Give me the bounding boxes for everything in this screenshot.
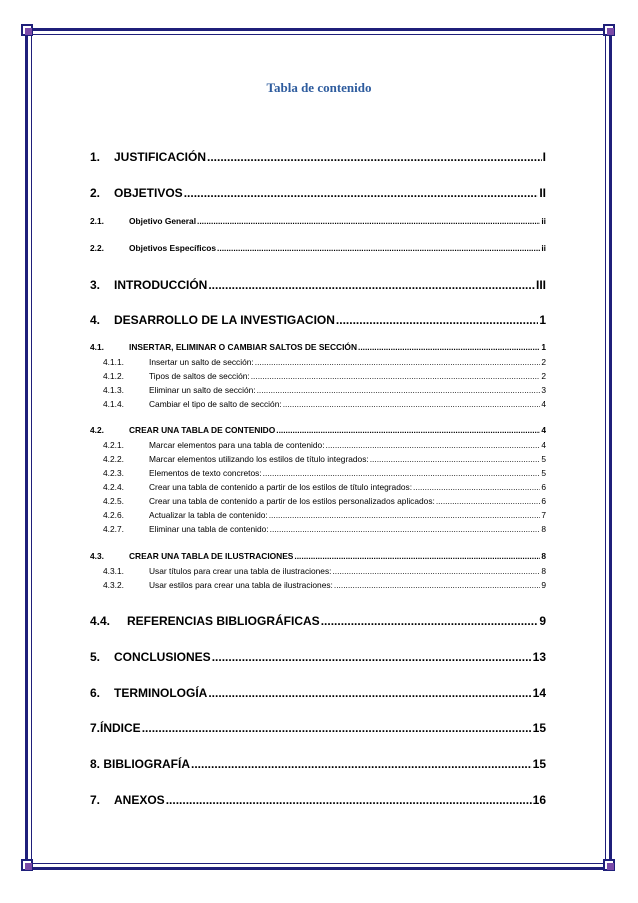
corner-ornament-top-left — [19, 22, 37, 40]
dot-leader — [332, 566, 540, 576]
dot-leader — [207, 150, 542, 164]
toc-entry-4-1-4[interactable] — [103, 399, 546, 409]
dot-leader — [413, 482, 540, 492]
toc-title: Tabla de contenido — [266, 80, 372, 95]
toc-entry-conclusiones[interactable] — [90, 650, 546, 664]
entry-number: 4.1. — [90, 342, 104, 352]
toc-entry-4-2[interactable] — [90, 425, 546, 435]
toc-entry-4-1-2[interactable] — [103, 371, 546, 381]
toc-entry-4-1-3[interactable] — [103, 385, 546, 395]
entry-number: 4.1.1. — [103, 357, 124, 367]
toc-entry-4-2-4[interactable] — [103, 482, 546, 492]
toc-entry-bibliografia[interactable] — [90, 757, 546, 771]
entry-number: 4.2.7. — [103, 524, 124, 534]
entry-page: 2 — [541, 371, 546, 381]
entry-number: 4.2.5. — [103, 496, 124, 506]
dot-leader — [326, 440, 541, 450]
dot-leader — [257, 385, 541, 395]
entry-page: 8 — [541, 524, 546, 534]
dot-leader — [208, 278, 535, 292]
entry-text: Marcar elementos utilizando los estilos de título integrados: — [149, 454, 369, 464]
toc-entry-4-3-1[interactable] — [103, 566, 546, 576]
entry-number: 4.2.4. — [103, 482, 124, 492]
toc-entry-4-2-7[interactable] — [103, 524, 546, 534]
entry-number: 6. — [90, 686, 101, 700]
entry-text: Usar estilos para crear una tabla de ilustraciones: — [149, 580, 333, 590]
entry-page: 5 — [541, 468, 546, 478]
entry-number: 4.2.1. — [103, 440, 124, 450]
toc-entry-objetivo-general[interactable] — [90, 216, 546, 226]
entry-page: 6 — [541, 496, 546, 506]
toc-entry-indice[interactable] — [90, 721, 546, 735]
entry-text: Usar títulos para crear una tabla de ilustraciones: — [149, 566, 332, 576]
entry-text: Elementos de texto concretos: — [149, 468, 262, 478]
entry-number: 4.1.4. — [103, 399, 124, 409]
entry-page: II — [539, 186, 546, 200]
dot-leader — [208, 686, 531, 700]
entry-page: 15 — [532, 721, 546, 735]
dot-leader — [251, 371, 541, 381]
entry-text: Actualizar la tabla de contenido: — [149, 510, 268, 520]
toc-entry-4-2-2[interactable] — [103, 454, 546, 464]
dot-leader — [191, 757, 532, 771]
entry-text: Crear una tabla de contenido a partir de los estilos personalizados aplicados: — [149, 496, 435, 506]
entry-number: 4.2.3. — [103, 468, 124, 478]
toc-entry-4-2-3[interactable] — [103, 468, 546, 478]
entry-page: 4 — [541, 440, 546, 450]
entry-number: 4.1.3. — [103, 385, 124, 395]
entry-text: JUSTIFICACIÓN — [114, 150, 207, 164]
entry-text: INTRODUCCIÓN — [114, 278, 208, 292]
dot-leader — [212, 650, 532, 664]
entry-page: 7 — [541, 510, 546, 520]
entry-page: ii — [541, 243, 546, 253]
dot-leader — [370, 454, 541, 464]
dot-leader — [166, 793, 532, 807]
entry-text: Eliminar un salto de sección: — [149, 385, 256, 395]
entry-page: 4 — [541, 399, 546, 409]
entry-page: 4 — [541, 425, 546, 435]
entry-number: 2.2. — [90, 243, 104, 253]
toc-entry-desarrollo[interactable] — [90, 313, 546, 327]
entry-text: Tipos de saltos de sección: — [149, 371, 250, 381]
entry-text: Marcar elementos para una tabla de contenido: — [149, 440, 325, 450]
entry-number: 4. — [90, 313, 101, 327]
entry-text: Cambiar el tipo de salto de sección: — [149, 399, 282, 409]
toc-entry-4-1-1[interactable] — [103, 357, 546, 367]
dot-leader — [334, 580, 540, 590]
dot-leader — [336, 313, 538, 327]
entry-number: 4.4. — [90, 614, 111, 628]
toc-entry-anexos[interactable] — [90, 793, 546, 807]
toc-entry-terminologia[interactable] — [90, 686, 546, 700]
entry-text: Insertar un salto de sección: — [149, 357, 254, 367]
entry-page: 1 — [541, 342, 546, 352]
dot-leader — [184, 186, 539, 200]
entry-number: 2. — [90, 186, 101, 200]
entry-text: INSERTAR, ELIMINAR O CAMBIAR SALTOS DE SECCIÓN — [129, 342, 357, 352]
entry-page: 9 — [541, 580, 546, 590]
entry-number: 4.3. — [90, 551, 104, 561]
toc-entry-4-2-6[interactable] — [103, 510, 546, 520]
entry-page: 8 — [541, 551, 546, 561]
entry-text: Crear una tabla de contenido a partir de los estilos de título integrados: — [149, 482, 413, 492]
toc-entry-4-2-5[interactable] — [103, 496, 546, 506]
dot-leader — [255, 357, 541, 367]
entry-page: 15 — [532, 757, 546, 771]
dot-leader — [321, 614, 539, 628]
entry-text: Objetivos Específicos — [129, 243, 217, 253]
corner-ornament-top-right — [601, 22, 619, 40]
entry-page: 6 — [541, 482, 546, 492]
toc-entry-justificacion[interactable] — [90, 150, 546, 164]
entry-page: 13 — [532, 650, 546, 664]
toc-entry-4-3[interactable] — [90, 551, 546, 561]
entry-number: 2.1. — [90, 216, 104, 226]
entry-page: 14 — [532, 686, 546, 700]
entry-text: Eliminar una tabla de contenido: — [149, 524, 269, 534]
entry-text: TERMINOLOGÍA — [114, 686, 208, 700]
dot-leader — [270, 524, 541, 534]
entry-number: 4.2.6. — [103, 510, 124, 520]
entry-page: 3 — [541, 385, 546, 395]
corner-ornament-bottom-right — [601, 857, 619, 875]
toc-entry-objetivos-especificos[interactable] — [90, 243, 546, 253]
entry-number: 4.2.2. — [103, 454, 124, 464]
entry-page: 16 — [532, 793, 546, 807]
entry-text: CREAR UNA TABLA DE CONTENIDO — [129, 425, 276, 435]
dot-leader — [294, 551, 540, 561]
dot-leader — [276, 425, 540, 435]
entry-number: 4.1.2. — [103, 371, 124, 381]
entry-number: 1. — [90, 150, 101, 164]
toc-entry-4-1[interactable] — [90, 342, 546, 352]
entry-page: 5 — [541, 454, 546, 464]
dot-leader — [358, 342, 540, 352]
entry-number: 4.3.2. — [103, 580, 124, 590]
dot-leader — [197, 216, 540, 226]
entry-page: 1 — [539, 313, 546, 327]
entry-text: 7.ÍNDICE — [90, 721, 141, 735]
dot-leader — [263, 468, 541, 478]
toc-entry-4-3-2[interactable] — [103, 580, 546, 590]
entry-text: OBJETIVOS — [114, 186, 183, 200]
corner-ornament-bottom-left — [19, 857, 37, 875]
entry-number: 5. — [90, 650, 101, 664]
entry-text: REFERENCIAS BIBLIOGRÁFICAS — [127, 614, 320, 628]
dot-leader — [217, 243, 540, 253]
entry-page: ii — [541, 216, 546, 226]
toc-entry-4-2-1[interactable] — [103, 440, 546, 450]
entry-page: 2 — [541, 357, 546, 367]
toc-entry-objetivos[interactable] — [90, 186, 546, 200]
entry-page: 9 — [539, 614, 546, 628]
dot-leader — [142, 721, 532, 735]
toc-entry-introduccion[interactable] — [90, 278, 546, 292]
entry-number: 4.3.1. — [103, 566, 124, 576]
entry-number: 4.2. — [90, 425, 104, 435]
entry-number: 7. — [90, 793, 101, 807]
dot-leader — [283, 399, 541, 409]
entry-text: 8. BIBLIOGRAFÍA — [90, 757, 191, 771]
entry-text: DESARROLLO DE LA INVESTIGACION — [114, 313, 335, 327]
entry-text: CONCLUSIONES — [114, 650, 211, 664]
entry-page: 8 — [541, 566, 546, 576]
toc-entry-referencias[interactable] — [90, 614, 546, 628]
entry-page: I — [542, 150, 546, 164]
entry-text: Objetivo General — [129, 216, 197, 226]
dot-leader — [269, 510, 541, 520]
entry-page: III — [535, 278, 546, 292]
dot-leader — [436, 496, 540, 506]
entry-text: CREAR UNA TABLA DE ILUSTRACIONES — [129, 551, 294, 561]
entry-number: 3. — [90, 278, 101, 292]
entry-text: ANEXOS — [114, 793, 165, 807]
